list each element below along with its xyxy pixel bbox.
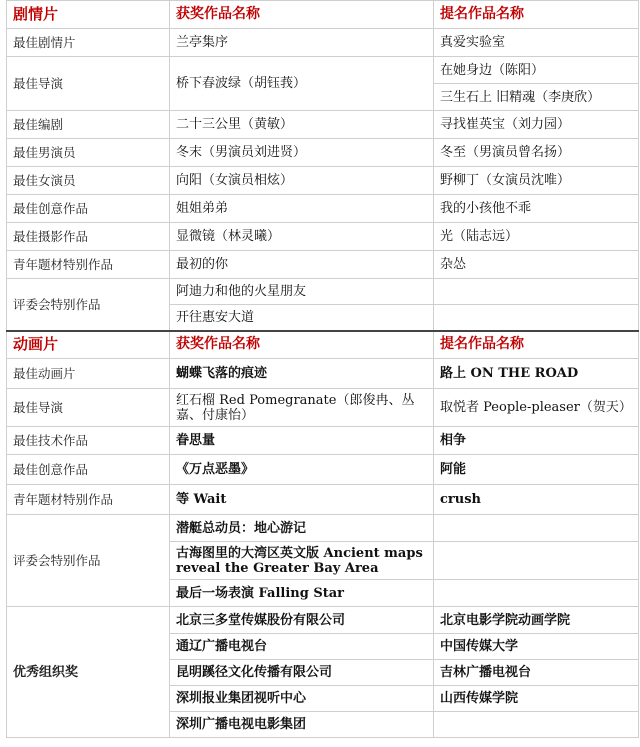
- category-cell: 最佳剧情片: [7, 29, 170, 57]
- table-row: [7, 427, 639, 455]
- winner-cell: 眷思量: [170, 427, 434, 455]
- table-row: [7, 515, 639, 542]
- nominee-cell: 我的小孩他不乖: [434, 195, 639, 223]
- nominee-cell-empty: [434, 580, 639, 607]
- category-cell: 最佳摄影作品: [7, 223, 170, 251]
- category-cell: 最佳男演员: [7, 139, 170, 167]
- nominee-cell: 冬至（男演员曾名扬）: [434, 139, 639, 167]
- drama-nominee-header: 提名作品名称: [434, 1, 639, 29]
- winner-cell: 最后一场表演 Falling Star: [170, 580, 434, 607]
- table-row: [7, 111, 639, 139]
- animation-nominee-header: 提名作品名称: [434, 331, 639, 359]
- nominee-cell: 在她身边（陈阳）: [434, 57, 639, 84]
- table-row: [7, 139, 639, 167]
- nominee-cell: 寻找崔英宝（刘力园）: [434, 111, 639, 139]
- drama-section-title: 剧情片: [7, 1, 170, 29]
- org-cell: 北京电影学院动画学院: [434, 607, 639, 634]
- animation-section-title: 动画片: [7, 331, 170, 359]
- winner-cell: 姐姐弟弟: [170, 195, 434, 223]
- winner-cell: 二十三公里（黄敏）: [170, 111, 434, 139]
- table-row: [7, 251, 639, 279]
- table-row: [7, 223, 639, 251]
- winner-cell: 冬末（男演员刘进贤）: [170, 139, 434, 167]
- table-row: [7, 279, 639, 305]
- nominee-cell-empty: [434, 279, 639, 305]
- nominee-cell-empty: [434, 305, 639, 331]
- org-cell: 吉林广播电视台: [434, 660, 639, 686]
- nominee-cell: 真爱实验室: [434, 29, 639, 57]
- category-cell: 最佳创意作品: [7, 455, 170, 485]
- table-row: [7, 455, 639, 485]
- drama-winner-header: 获奖作品名称: [170, 1, 434, 29]
- animation-header-row: [7, 331, 639, 359]
- nominee-cell: 光（陆志远）: [434, 223, 639, 251]
- winner-cell: 蝴蝶飞落的痕迹: [170, 359, 434, 389]
- category-cell: 评委会特别作品: [7, 515, 170, 607]
- nominee-cell: 杂怂: [434, 251, 639, 279]
- org-cell: 中国传媒大学: [434, 634, 639, 660]
- category-cell: 青年题材特别作品: [7, 251, 170, 279]
- winner-cell: 最初的你: [170, 251, 434, 279]
- winner-cell: 古海图里的大湾区英文版 Ancient maps reveal the Greater Bay Area: [170, 542, 434, 580]
- category-cell: 评委会特别作品: [7, 279, 170, 331]
- table-row: [7, 607, 639, 634]
- animation-winner-header: 获奖作品名称: [170, 331, 434, 359]
- winner-cell: 等 Wait: [170, 485, 434, 515]
- category-cell: 最佳动画片: [7, 359, 170, 389]
- nominee-cell: 野柳丁（女演员沈唯）: [434, 167, 639, 195]
- winner-cell: 兰亭集序: [170, 29, 434, 57]
- winner-cell: 阿迪力和他的火星朋友: [170, 279, 434, 305]
- winner-cell: 《万点恶墨》: [170, 455, 434, 485]
- winner-cell: 红石榴 Red Pomegranate（郎俊冉、丛嘉、付康怡）: [170, 389, 434, 427]
- category-cell: 最佳创意作品: [7, 195, 170, 223]
- table-row: [7, 485, 639, 515]
- category-cell: 最佳技术作品: [7, 427, 170, 455]
- org-cell: [434, 712, 639, 738]
- winner-cell: 桥下春波绿（胡钰莪）: [170, 57, 434, 111]
- table-row: [7, 167, 639, 195]
- table-row: [7, 195, 639, 223]
- table-row: [7, 359, 639, 389]
- nominee-cell-empty: [434, 542, 639, 580]
- table-row: [7, 57, 639, 84]
- drama-header-row: [7, 1, 639, 29]
- winner-cell: 显微镜（林灵曦）: [170, 223, 434, 251]
- category-cell: 优秀组织奖: [7, 607, 170, 738]
- nominee-cell: 相争: [434, 427, 639, 455]
- winner-cell: 潜艇总动员：地心游记: [170, 515, 434, 542]
- table-row: [7, 389, 639, 427]
- nominee-cell-empty: [434, 515, 639, 542]
- nominee-cell: 路上 ON THE ROAD: [434, 359, 639, 389]
- category-cell: 最佳导演: [7, 57, 170, 111]
- nominee-cell: 阿能: [434, 455, 639, 485]
- awards-table: [6, 0, 639, 738]
- nominee-cell: crush: [434, 485, 639, 515]
- nominee-cell: 三生石上 旧精魂（李庚欣）: [434, 84, 639, 111]
- org-cell: 昆明蹊径文化传播有限公司: [170, 660, 434, 686]
- category-cell: 青年题材特别作品: [7, 485, 170, 515]
- table-row: [7, 29, 639, 57]
- org-cell: 深圳广播电视电影集团: [170, 712, 434, 738]
- org-cell: 深圳报业集团视听中心: [170, 686, 434, 712]
- category-cell: 最佳导演: [7, 389, 170, 427]
- winner-cell: 向阳（女演员相炫）: [170, 167, 434, 195]
- org-cell: 山西传媒学院: [434, 686, 639, 712]
- category-cell: 最佳女演员: [7, 167, 170, 195]
- org-cell: 通辽广播电视台: [170, 634, 434, 660]
- nominee-cell: 取悦者 People-pleaser（贺天）: [434, 389, 639, 427]
- org-cell: 北京三多堂传媒股份有限公司: [170, 607, 434, 634]
- winner-cell: 开往惠安大道: [170, 305, 434, 331]
- category-cell: 最佳编剧: [7, 111, 170, 139]
